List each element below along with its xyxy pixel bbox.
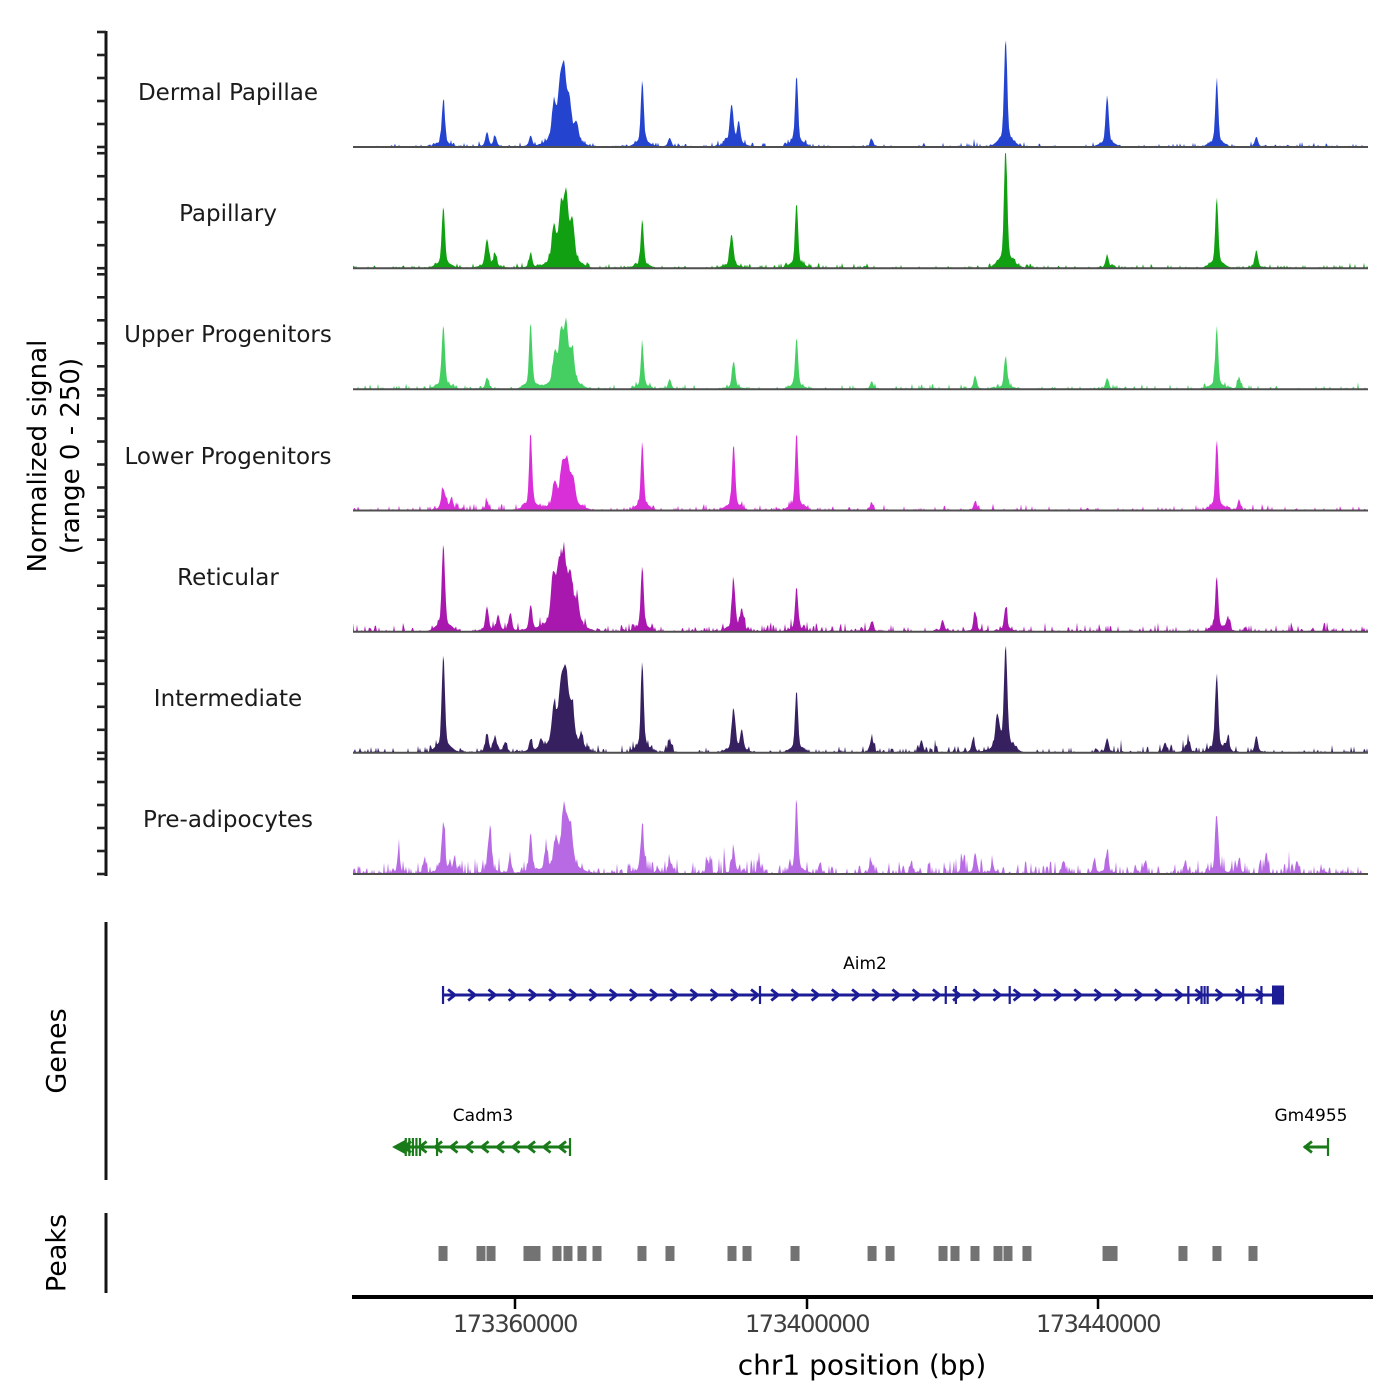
gene-name-label: Gm4955	[1274, 1106, 1348, 1126]
signal-track-lower-progenitors	[353, 434, 1368, 510]
y-axis-label	[22, 340, 88, 573]
signal-track-name: Intermediate	[153, 685, 303, 712]
x-axis-tick-label: 173440000	[1036, 1310, 1160, 1338]
gene-model-cadm3	[392, 1138, 570, 1156]
x-axis	[352, 1297, 1373, 1309]
peaks-section-label: Peaks	[41, 1213, 73, 1293]
signal-track-dermal-papillae	[353, 40, 1368, 147]
gene-model-aim2	[443, 986, 1284, 1005]
signal-track-name: Upper Progenitors	[124, 322, 332, 349]
signal-track-papillary	[353, 153, 1368, 268]
y-axis-label-line2: (range 0 - 250)	[56, 357, 86, 555]
signal-y-axis	[97, 31, 106, 876]
signal-track-name: Lower Progenitors	[124, 443, 332, 470]
signal-track-pre-adipocytes	[353, 799, 1368, 874]
signal-track-intermediate	[353, 646, 1368, 753]
peak-boxes	[439, 1246, 1258, 1261]
x-axis-tick-label: 173360000	[453, 1310, 577, 1338]
signal-track-name: Papillary	[179, 201, 277, 228]
genes-section-label: Genes	[41, 1008, 73, 1094]
signal-track-name: Reticular	[177, 564, 279, 591]
x-axis-tick-label: 173400000	[745, 1310, 869, 1338]
gene-name-label: Aim2	[843, 954, 887, 974]
gene-name-label: Cadm3	[452, 1106, 514, 1126]
signal-track-name: Pre-adipocytes	[142, 807, 314, 833]
signal-track-upper-progenitors	[353, 317, 1368, 389]
gene-model-gm4955	[1304, 1138, 1328, 1156]
x-axis-title: chr1 position (bp)	[737, 1348, 987, 1382]
signal-track-name: Dermal Papillae	[137, 80, 319, 106]
signal-track-reticular	[353, 541, 1368, 631]
y-axis-label-line1: Normalized signal	[23, 339, 53, 573]
